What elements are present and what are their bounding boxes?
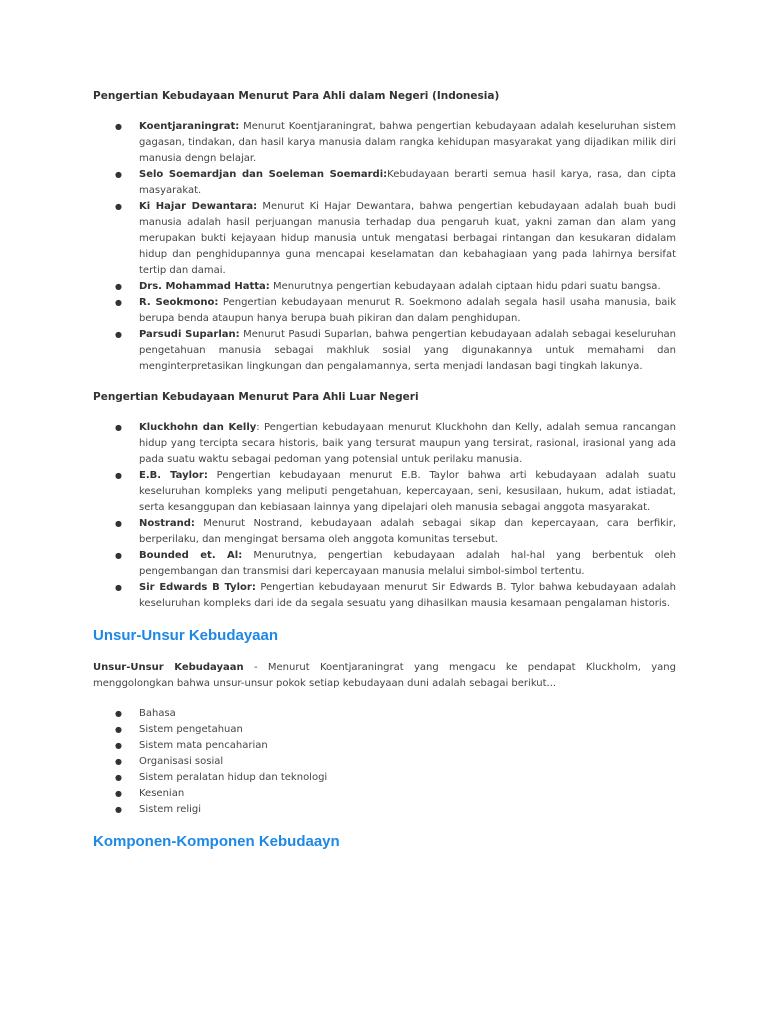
bullet-icon: ● [115, 551, 122, 560]
item-name: Koentjaraningrat: [139, 121, 240, 132]
list-item [93, 167, 676, 199]
list-item [93, 279, 676, 295]
item-text: Menurut Ki Hajar Dewantara, bahwa pengertian kebudayaan adalah buah budi manusia adalah hasil perjuangan manusia terhadap dua pengaruh kuat, yakni zaman dan alam yang merupakan bukti kejayaan hidup manusia untuk mengatasi berbagai rintangan dan kesukaran didalam hidup dan penghidupannya guna mencapai keselamatan dan kebahagiaan yang pada lahirnya bersifat tertip dan damai. [139, 201, 676, 276]
bullet-icon: ● [115, 298, 122, 307]
item-text: Pengertian kebudayaan menurut R. Soekmono adalah segala hasil usaha manusia, baik berupa benda ataupun hanya berupa buah pikiran dan dalam penghidupan. [139, 297, 677, 324]
item-name: Sir Edwards B Tylor: [139, 582, 256, 593]
list-unsur [93, 706, 676, 818]
list-item [93, 468, 676, 516]
list-item [93, 516, 676, 548]
bullet-icon: ● [115, 773, 122, 782]
bullet-icon: ● [115, 789, 122, 798]
bullet-icon: ● [115, 709, 122, 718]
item-text: Menurut Nostrand, kebudayaan adalah sebagai sikap dan kepercayaan, cara berfikir, berperilaku, dan mengingat bersama oleh anggota komunitas tersebut. [139, 518, 676, 545]
item-text: : Pengertian kebudayaan menurut Kluckhohn dan Kelly, adalah semua rancangan hidup yang tercipta secara historis, baik yang tersurat maupun yang tersirat, rasional, irasional yang ada pada suatu waktu sebagai pedoman yang potensial untuk perilaku manusia. [139, 422, 676, 465]
unsur-intro-bold: Unsur-Unsur Kebudayaan [93, 662, 244, 673]
list-item [93, 754, 676, 770]
item-name: Drs. Mohammad Hatta: [139, 281, 270, 292]
bullet-icon: ● [115, 423, 122, 432]
bullet-icon: ● [115, 583, 122, 592]
list-item [93, 295, 676, 327]
item-text: Kebudayaan berarti semua hasil karya, rasa, dan cipta masyarakat. [139, 169, 677, 196]
list-item [93, 786, 676, 802]
item-text: Pengertian kebudayaan menurut E.B. Taylor bahwa arti kebudayaan adalah suatu keseluruhan kompleks yang meliputi pengetahuan, kepercayaan, seni, kesusilaan, hukum, adat istiadat, serta kesanggupan dan kebiasaan lainnya yang dipelajari oleh manusia sebagai anggota masyarakat. [139, 470, 676, 513]
item-name: R. Seokmono: [139, 297, 219, 308]
bullet-icon: ● [115, 282, 122, 291]
list-item [93, 199, 676, 279]
bullet-icon: ● [115, 805, 122, 814]
bullet-icon: ● [115, 519, 122, 528]
bullet-icon: ● [115, 330, 122, 339]
bullet-icon: ● [115, 170, 122, 179]
item-name: Parsudi Suparlan: [139, 329, 240, 340]
list-item [93, 420, 676, 468]
item-text: Menurut Koentjaraningrat, bahwa pengertian kebudayaan adalah keseluruhan sistem gagasan, tindakan, dan hasil karya manusia dalam rangka kehidupan masyarakat yang dijadikan milik diri manusia dengn belajar. [139, 121, 676, 164]
document-page [93, 88, 676, 852]
item-text: Sistem mata pencaharian [139, 740, 268, 751]
list-item [93, 548, 676, 580]
item-text: Menurutnya, pengertian kebudayaan adalah hal-hal yang berbentuk oleh pengembangan dan transmisi dari kepercayaan manusia melalui simbol-simbol tertentu. [139, 550, 676, 577]
bullet-icon: ● [115, 122, 122, 131]
item-name: Ki Hajar Dewantara: [139, 201, 258, 212]
item-text: Menurutnya pengertian kebudayaan adalah ciptaan hidu pdari suatu bangsa. [269, 281, 661, 292]
list-item [93, 738, 676, 754]
list-item [93, 119, 676, 167]
item-name: E.B. Taylor: [139, 470, 208, 481]
heading-komponen-kebudayaan: Komponen-Komponen Kebudaayn [93, 833, 340, 850]
item-text: Organisasi sosial [139, 756, 224, 767]
item-text: Bahasa [139, 708, 176, 719]
bullet-icon: ● [115, 725, 122, 734]
list-item [93, 580, 676, 612]
section-title-indonesia: Pengertian Kebudayaan Menurut Para Ahli dalam Negeri (Indonesia) [93, 90, 500, 102]
list-item [93, 770, 676, 786]
list-item [93, 706, 676, 722]
list-indonesia-experts [93, 119, 676, 375]
item-text: Kesenian [139, 788, 185, 799]
bullet-icon: ● [115, 471, 122, 480]
item-name: Kluckhohn dan Kelly [139, 422, 257, 433]
item-text: Pengertian kebudayaan menurut Sir Edwards B. Tylor bahwa kebudayaan adalah keseluruhan kompleks dari ide da segala sesuatu yang dihasilkan mausia kesamaan pengalaman historis. [139, 582, 676, 609]
item-name: Bounded et. Al: [139, 550, 243, 561]
bullet-icon: ● [115, 757, 122, 766]
section-title-foreign: Pengertian Kebudayaan Menurut Para Ahli Luar Negeri [93, 391, 419, 403]
list-item [93, 722, 676, 738]
item-text: Sistem religi [139, 804, 202, 815]
item-name: Selo Soemardjan dan Soeleman Soemardi: [139, 169, 388, 180]
heading-unsur-kebudayaan: Unsur-Unsur Kebudayaan [93, 627, 279, 644]
bullet-icon: ● [115, 202, 122, 211]
item-text: Menurut Pasudi Suparlan, bahwa pengertian kebudayaan adalah sebagai keseluruhan pengetahuan manusia sebagai makhluk sosial yang digunakannya untuk memahami dan menginterpretasikan lingkungan dan pengalamannya, serta menjadi landasan bagi tingkah lakunya. [139, 329, 676, 372]
item-text: Sistem peralatan hidup dan teknologi [139, 772, 328, 783]
bullet-icon: ● [115, 741, 122, 750]
item-text: Sistem pengetahuan [139, 724, 243, 735]
list-foreign-experts [93, 420, 676, 612]
unsur-intro-text: - Menurut Koentjaraningrat yang mengacu ke pendapat Kluckholm, yang menggolongkan bahwa unsur-unsur pokok setiap kebudayaan duni adalah sebagai berikut... [93, 662, 676, 689]
list-item [93, 327, 676, 375]
list-item [93, 802, 676, 818]
unsur-intro-paragraph [93, 660, 676, 692]
item-name: Nostrand: [139, 518, 195, 529]
